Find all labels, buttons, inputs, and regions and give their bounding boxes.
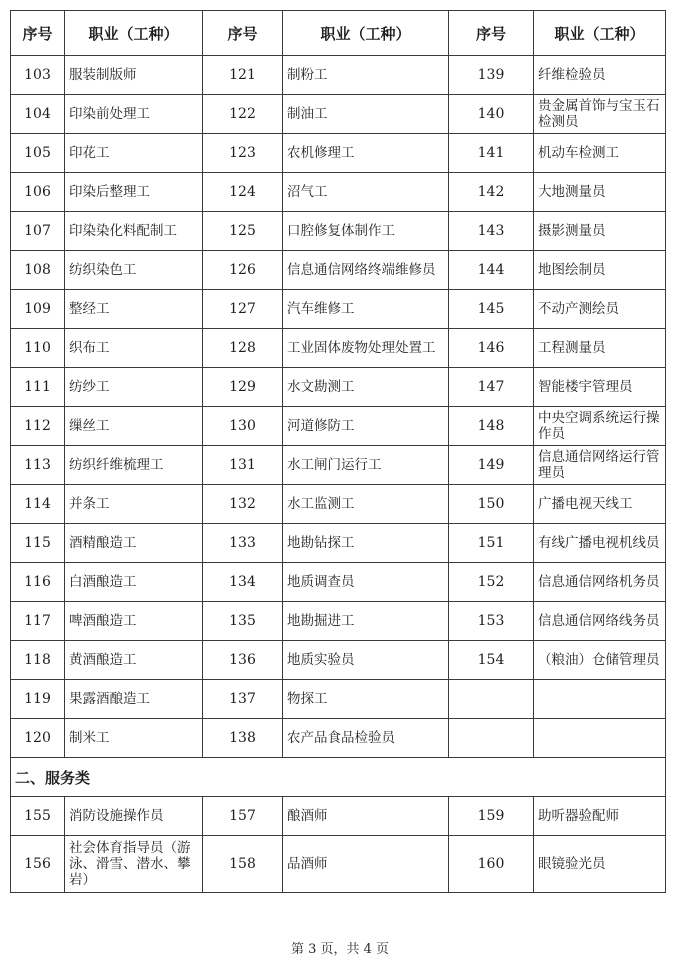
serial-number-cell	[449, 719, 534, 758]
header-occupation-1: 职业（工种）	[65, 11, 203, 56]
occupation-cell: 智能楼宇管理员	[534, 368, 666, 407]
occupation-cell: 农机修理工	[283, 134, 449, 173]
serial-number-cell: 157	[203, 797, 283, 836]
occupation-cell: 制油工	[283, 95, 449, 134]
header-serial-3: 序号	[449, 11, 534, 56]
occupation-cell: 地质调查员	[283, 563, 449, 602]
serial-number-cell: 122	[203, 95, 283, 134]
serial-number-cell: 153	[449, 602, 534, 641]
serial-number-cell	[449, 680, 534, 719]
occupation-cell: 工程测量员	[534, 329, 666, 368]
serial-number-cell: 144	[449, 251, 534, 290]
occupation-cell: 地勘钻探工	[283, 524, 449, 563]
occupation-cell: 广播电视天线工	[534, 485, 666, 524]
serial-number-cell: 154	[449, 641, 534, 680]
occupation-cell: 工业固体废物处理处置工	[283, 329, 449, 368]
occupation-cell: 中央空调系统运行操作员	[534, 407, 666, 446]
table-row	[11, 797, 666, 836]
serial-number-cell: 118	[11, 641, 65, 680]
serial-number-cell: 135	[203, 602, 283, 641]
occupation-cell: 纤维检验员	[534, 56, 666, 95]
occupation-cell: 制粉工	[283, 56, 449, 95]
occupation-cell: 地图绘制员	[534, 251, 666, 290]
serial-number-cell: 127	[203, 290, 283, 329]
occupation-cell: 河道修防工	[283, 407, 449, 446]
serial-number-cell: 159	[449, 797, 534, 836]
serial-number-cell: 113	[11, 446, 65, 485]
serial-number-cell: 124	[203, 173, 283, 212]
table-row	[11, 680, 666, 719]
occupation-cell: 缫丝工	[65, 407, 203, 446]
table-row	[11, 641, 666, 680]
occupation-cell: 消防设施操作员	[65, 797, 203, 836]
occupation-cell	[534, 680, 666, 719]
serial-number-cell: 152	[449, 563, 534, 602]
occupation-cell: 信息通信网络终端维修员	[283, 251, 449, 290]
occupation-cell: 果露酒酿造工	[65, 680, 203, 719]
table-row	[11, 95, 666, 134]
occupation-cell: 农产品食品检验员	[283, 719, 449, 758]
occupation-cell: 印染前处理工	[65, 95, 203, 134]
serial-number-cell: 139	[449, 56, 534, 95]
serial-number-cell: 104	[11, 95, 65, 134]
serial-number-cell: 107	[11, 212, 65, 251]
serial-number-cell: 158	[203, 836, 283, 893]
occupation-cell: 摄影测量员	[534, 212, 666, 251]
serial-number-cell: 134	[203, 563, 283, 602]
serial-number-cell: 142	[449, 173, 534, 212]
serial-number-cell: 112	[11, 407, 65, 446]
occupation-cell: 品酒师	[283, 836, 449, 893]
occupation-cell: 社会体育指导员（游泳、滑雪、潜水、攀岩）	[65, 836, 203, 893]
occupation-cell: 口腔修复体制作工	[283, 212, 449, 251]
occupation-cell	[534, 719, 666, 758]
serial-number-cell: 138	[203, 719, 283, 758]
table-row	[11, 563, 666, 602]
occupation-cell: 酒精酿造工	[65, 524, 203, 563]
serial-number-cell: 148	[449, 407, 534, 446]
section-heading-body	[11, 758, 666, 797]
table-row	[11, 446, 666, 485]
occupation-cell: 织布工	[65, 329, 203, 368]
occupation-cell: 并条工	[65, 485, 203, 524]
serial-number-cell: 129	[203, 368, 283, 407]
serial-number-cell: 160	[449, 836, 534, 893]
serial-number-cell: 125	[203, 212, 283, 251]
serial-number-cell: 119	[11, 680, 65, 719]
occupation-cell: 纺织纤维梳理工	[65, 446, 203, 485]
header-serial-1: 序号	[11, 11, 65, 56]
table-row	[11, 602, 666, 641]
occupation-cell: 助听器验配师	[534, 797, 666, 836]
serial-number-cell: 114	[11, 485, 65, 524]
occupation-cell: 服装制版师	[65, 56, 203, 95]
occupation-cell: （粮油）仓储管理员	[534, 641, 666, 680]
occupation-cell: 印花工	[65, 134, 203, 173]
section-table-body	[11, 797, 666, 893]
table-row	[11, 719, 666, 758]
header-occupation-2: 职业（工种）	[283, 11, 449, 56]
serial-number-cell: 103	[11, 56, 65, 95]
table-row	[11, 524, 666, 563]
occupation-cell: 信息通信网络运行管理员	[534, 446, 666, 485]
occupation-cell: 信息通信网络机务员	[534, 563, 666, 602]
table-row	[11, 485, 666, 524]
serial-number-cell: 151	[449, 524, 534, 563]
header-occupation-3: 职业（工种）	[534, 11, 666, 56]
table-row	[11, 56, 666, 95]
occupation-cell: 地勘掘进工	[283, 602, 449, 641]
occupation-table	[10, 10, 666, 893]
table-row	[11, 173, 666, 212]
table-row	[11, 251, 666, 290]
serial-number-cell: 115	[11, 524, 65, 563]
serial-number-cell: 108	[11, 251, 65, 290]
occupation-cell: 印染后整理工	[65, 173, 203, 212]
serial-number-cell: 123	[203, 134, 283, 173]
table-body	[11, 56, 666, 758]
table-row	[11, 290, 666, 329]
page-footer: 第 3 页，共 4 页	[290, 942, 390, 957]
serial-number-cell: 132	[203, 485, 283, 524]
serial-number-cell: 131	[203, 446, 283, 485]
table-row	[11, 212, 666, 251]
occupation-cell: 纺纱工	[65, 368, 203, 407]
serial-number-cell: 136	[203, 641, 283, 680]
occupation-cell: 制米工	[65, 719, 203, 758]
serial-number-cell: 143	[449, 212, 534, 251]
occupation-cell: 地质实验员	[283, 641, 449, 680]
occupation-cell: 沼气工	[283, 173, 449, 212]
serial-number-cell: 156	[11, 836, 65, 893]
serial-number-cell: 117	[11, 602, 65, 641]
occupation-cell: 水工监测工	[283, 485, 449, 524]
serial-number-cell: 149	[449, 446, 534, 485]
section-title: 二、服务类	[11, 758, 666, 797]
occupation-cell: 水工闸门运行工	[283, 446, 449, 485]
serial-number-cell: 121	[203, 56, 283, 95]
occupation-cell: 不动产测绘员	[534, 290, 666, 329]
occupation-cell: 印染染化料配制工	[65, 212, 203, 251]
serial-number-cell: 126	[203, 251, 283, 290]
serial-number-cell: 130	[203, 407, 283, 446]
serial-number-cell: 133	[203, 524, 283, 563]
occupation-cell: 水文勘测工	[283, 368, 449, 407]
occupation-cell: 机动车检测工	[534, 134, 666, 173]
serial-number-cell: 109	[11, 290, 65, 329]
serial-number-cell: 120	[11, 719, 65, 758]
serial-number-cell: 110	[11, 329, 65, 368]
occupation-cell: 整经工	[65, 290, 203, 329]
serial-number-cell: 105	[11, 134, 65, 173]
table-row	[11, 134, 666, 173]
serial-number-cell: 146	[449, 329, 534, 368]
table-header-row	[11, 11, 666, 56]
serial-number-cell: 128	[203, 329, 283, 368]
occupation-cell: 白酒酿造工	[65, 563, 203, 602]
occupation-cell: 大地测量员	[534, 173, 666, 212]
table-row	[11, 836, 666, 893]
occupation-cell: 黄酒酿造工	[65, 641, 203, 680]
occupation-cell: 贵金属首饰与宝玉石检测员	[534, 95, 666, 134]
serial-number-cell: 106	[11, 173, 65, 212]
table-row	[11, 407, 666, 446]
serial-number-cell: 147	[449, 368, 534, 407]
occupation-cell: 酿酒师	[283, 797, 449, 836]
table-row	[11, 329, 666, 368]
occupation-cell: 纺织染色工	[65, 251, 203, 290]
serial-number-cell: 145	[449, 290, 534, 329]
occupation-cell: 啤酒酿造工	[65, 602, 203, 641]
occupation-cell: 信息通信网络线务员	[534, 602, 666, 641]
occupation-cell: 有线广播电视机线员	[534, 524, 666, 563]
header-serial-2: 序号	[203, 11, 283, 56]
serial-number-cell: 116	[11, 563, 65, 602]
table-row	[11, 368, 666, 407]
section-heading-row	[11, 758, 666, 797]
occupation-cell: 物探工	[283, 680, 449, 719]
serial-number-cell: 111	[11, 368, 65, 407]
serial-number-cell: 155	[11, 797, 65, 836]
serial-number-cell: 150	[449, 485, 534, 524]
serial-number-cell: 140	[449, 95, 534, 134]
occupation-cell: 汽车维修工	[283, 290, 449, 329]
serial-number-cell: 137	[203, 680, 283, 719]
occupation-cell: 眼镜验光员	[534, 836, 666, 893]
serial-number-cell: 141	[449, 134, 534, 173]
